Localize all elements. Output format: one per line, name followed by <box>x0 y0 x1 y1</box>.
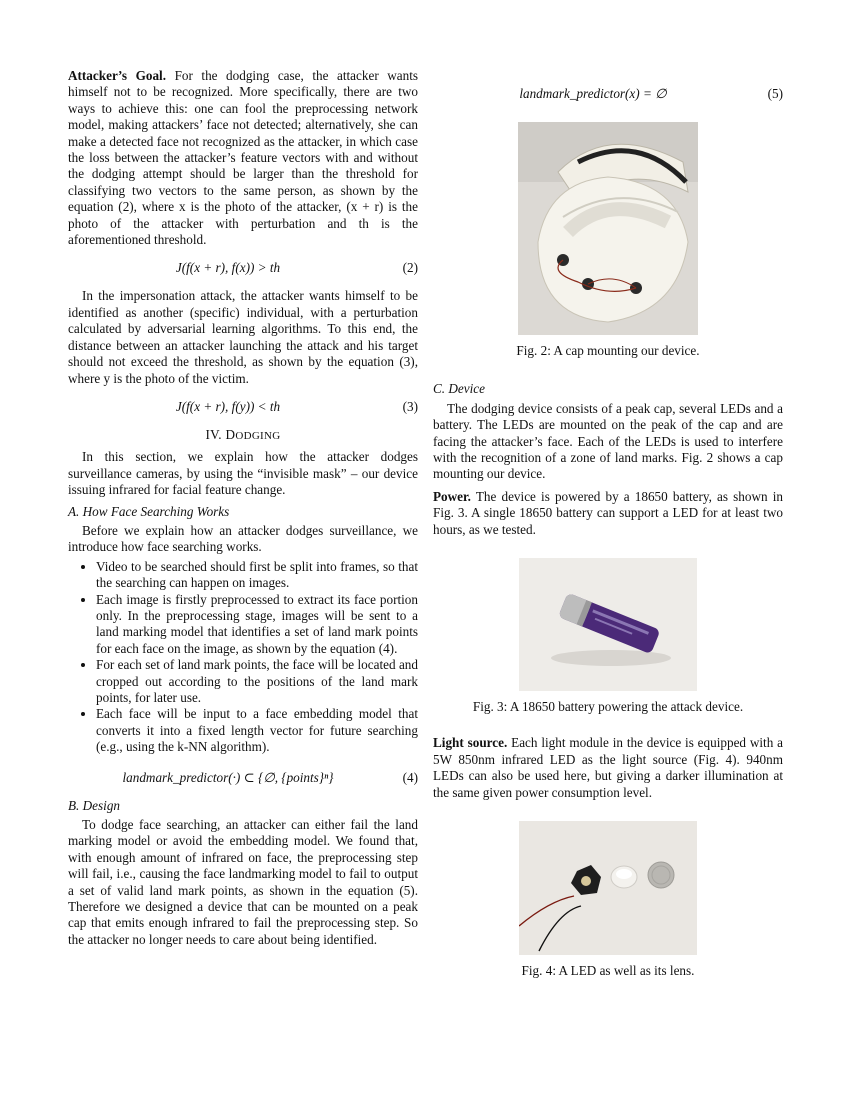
left-column <box>68 68 418 948</box>
equation-2-number: (2) <box>402 260 418 276</box>
section-intro: In this section, we explain how the attacker dodges surveillance cameras, by using the “invisible mask” – our device issuing infrared for facial feature change. <box>68 449 418 498</box>
equation-4-number: (4) <box>402 769 418 785</box>
equation-5-expr: landmark_predictor(x) = ∅ <box>519 86 667 101</box>
cap-illustration <box>518 122 698 335</box>
equation-4-expr: landmark_predictor(·) ⊂ {∅, {points}ⁿ} <box>122 769 334 785</box>
right-column <box>433 68 783 980</box>
equation-5-number: (5) <box>767 86 783 101</box>
light-source-text: Each light module in the device is equipped with a 5W 850nm infrared LED as the light source (Fig. 4). 940nm LEDs can also be used here, but giving a darker illumination at the same given power consumption level. <box>433 735 783 800</box>
figure-4-led-image <box>519 821 697 955</box>
subsection-b-heading: B. Design <box>68 797 121 813</box>
list-item: • Each face will be input to a face embedding model that converts it into a fixed length vector for future searching (e.g., using the k-NN algorithm). <box>96 706 418 755</box>
figure-2-caption: Fig. 2: A cap mounting our device. <box>516 343 700 358</box>
section-number: IV. <box>205 426 222 442</box>
subsection-c-heading: C. Device <box>433 381 485 397</box>
figure-2-cap-image <box>518 122 698 335</box>
list-item: • Video to be searched should first be split into frames, so that the searching can happen on images. <box>96 559 418 592</box>
list-item: • Each image is firstly preprocessed to extract its face portion only. In the preprocessing stage, images will be sent to a land marking model that identifies a set of land mark points for each face on the image, as shown by the equation (4). <box>96 592 418 658</box>
equation-3-number: (3) <box>402 398 418 414</box>
power-paragraph <box>433 489 783 538</box>
section-title-first: D <box>225 426 236 442</box>
figure-3-caption: Fig. 3: A 18650 battery powering the attack device. <box>472 699 744 715</box>
list-item: • For each set of land mark points, the face will be located and cropped out according to the positions of the land mark points, for later use. <box>96 657 418 706</box>
light-source-paragraph <box>433 735 783 801</box>
battery-illustration <box>519 558 697 691</box>
equation-5 <box>433 86 783 104</box>
equation-2-expr: J(f(x + r), f(x)) > th <box>175 260 281 276</box>
equation-3 <box>68 399 418 417</box>
equation-4 <box>68 770 418 788</box>
equation-3-expr: J(f(x + r), f(y)) < th <box>175 398 281 414</box>
design-paragraph: To dodge face searching, an attacker can either fail the land marking model or avoid the embedding model. We found that, with enough amount of infrared on face, the preprocessing step will fail, i.e., causing the face landmarking model to fail to output a set of valid land mark points, as shown in the equation (5). Therefore we designed a device that can be mounted on a peak cap that emits enough infrared to fail the preprocessing step. So the attacker no longer needs to care about being identified. <box>68 817 418 947</box>
led-illustration <box>519 821 697 955</box>
section-title-rest: ODGING <box>235 429 281 442</box>
goal-paragraph <box>68 68 418 248</box>
face-search-steps <box>68 559 418 756</box>
figure-4-caption: Fig. 4: A LED as well as its lens. <box>521 963 695 979</box>
figure-3-battery-image <box>519 558 697 691</box>
goal-text: For the dodging case, the attacker wants himself not to be recognized. More specifically, there are two ways to achieve this: one can fool the preprocessing network model, making attackers’ face not detected; alternatively, she can make a detected face not recognized as the attacker, in which case the loss between the attacker’s feature vectors with and without the dodging attempt should be larger than the threshold for classifying two vectors to the same person, as shown by the equation (2), where x is the photo of the attacker, (x + r) is the photo of the attacker with perturbation and th is the aforementioned threshold. <box>68 68 419 248</box>
power-text: The device is powered by a 18650 battery, as shown in Fig. 3. A single 18650 battery can support a LED for at least two hours, as we tested. <box>433 488 783 537</box>
device-paragraph: The dodging device consists of a peak cap, several LEDs and a battery. The LEDs are mounted on the peak of the cap and are facing the attacker’s face. Each of the LEDs is used to interfere with the recognition of a zone of land marks. Fig. 2 shows a cap mounting our device. <box>433 400 783 482</box>
section-heading <box>68 427 418 444</box>
subsection-a-heading: A. How Face Searching Works <box>68 503 230 519</box>
equation-2 <box>68 260 418 278</box>
light-source-runin: Light source. <box>433 735 508 751</box>
impersonation-paragraph: In the impersonation attack, the attacker wants himself to be identified as another (specific) individual, with a perturbation calculated by adversarial learning algorithms. To this end, the distance between an attacker launching the attack and his target should not exceed the threshold, as shown by the equation (3), where y is the photo of the victim. <box>68 288 418 386</box>
goal-runin: Attacker’s Goal. <box>68 68 167 83</box>
subsection-a-text: Before we explain how an attacker dodges surveillance, we introduce how face searching works. <box>68 522 418 555</box>
power-runin: Power. <box>433 488 471 504</box>
